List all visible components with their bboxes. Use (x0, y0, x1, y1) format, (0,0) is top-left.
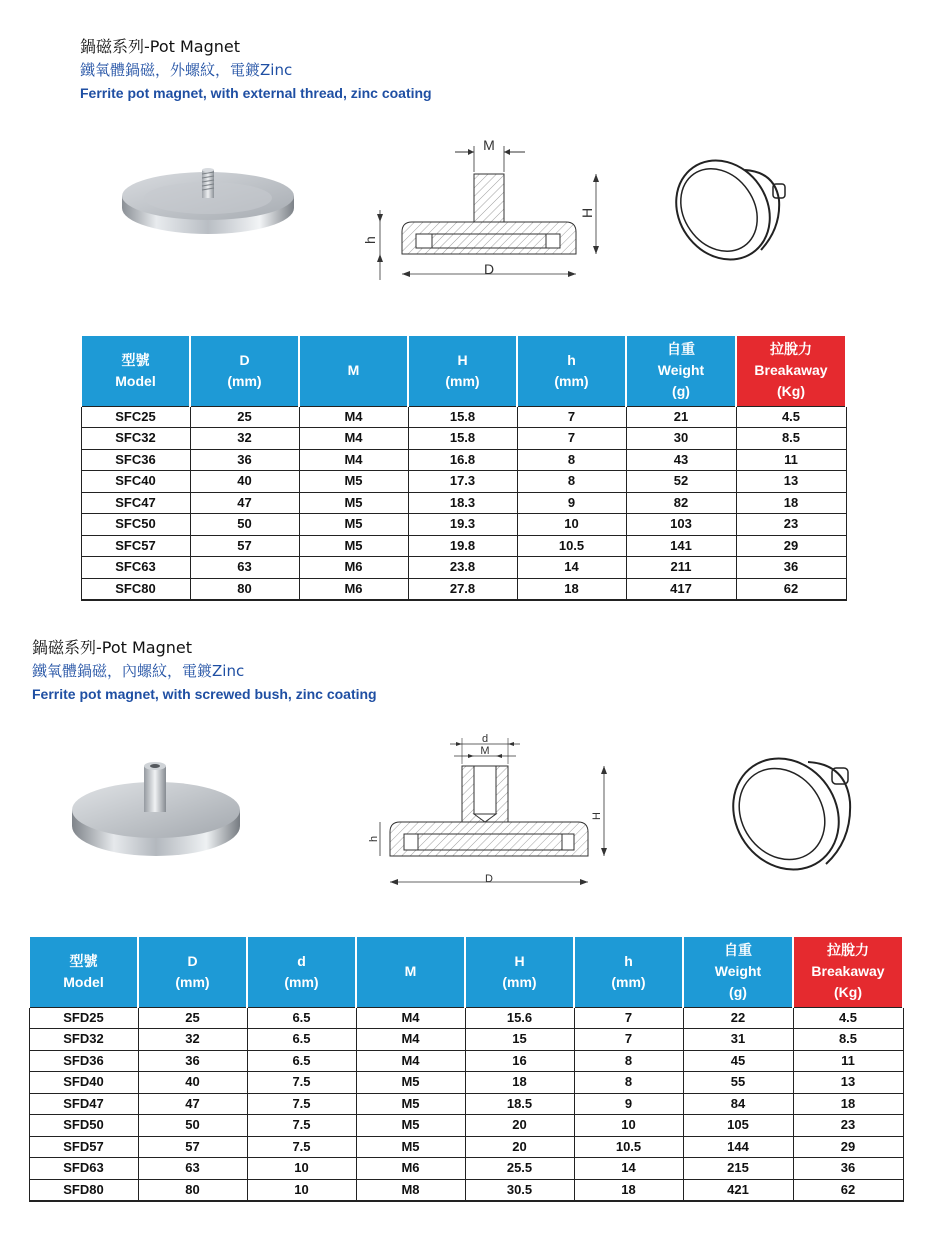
section1-line-sketch (665, 150, 795, 265)
header-text: (mm) (175, 973, 210, 990)
table-cell: 421 (683, 1179, 793, 1201)
table-cell: 23.8 (408, 557, 517, 579)
section1-label-d: D (483, 261, 495, 277)
table-cell: 18 (517, 578, 626, 600)
table-cell: 18 (574, 1179, 683, 1201)
table-cell: 15 (465, 1029, 574, 1051)
header-text: 自重 (667, 341, 695, 358)
table-cell: 141 (626, 535, 736, 557)
header-text: D (187, 952, 198, 969)
table-cell: 63 (190, 557, 299, 579)
table-cell: M5 (299, 471, 408, 493)
table-row (29, 1007, 903, 1029)
table-row (81, 406, 846, 428)
table-cell: M4 (299, 428, 408, 450)
table-cell: 57 (138, 1136, 247, 1158)
table-row (81, 557, 846, 579)
header-text: Breakaway (811, 963, 885, 980)
table-row (81, 428, 846, 450)
table-row (81, 471, 846, 493)
table-cell: 47 (190, 492, 299, 514)
table-cell: M5 (356, 1115, 465, 1137)
table-cell: 11 (736, 449, 846, 471)
table-cell: 18.5 (465, 1093, 574, 1115)
section2-line-sketch (722, 742, 862, 877)
table-cell: 15.8 (408, 428, 517, 450)
table-cell: 36 (793, 1158, 903, 1180)
table-header-row (29, 937, 903, 1007)
table-cell: SFC36 (81, 449, 190, 471)
table-cell: 4.5 (793, 1007, 903, 1029)
header-text: Model (63, 973, 104, 990)
header-text: M (404, 963, 417, 980)
table-cell: 25 (138, 1007, 247, 1029)
table-cell: 13 (793, 1072, 903, 1094)
table-cell: 6.5 (247, 1050, 356, 1072)
table-cell: 10.5 (574, 1136, 683, 1158)
table-cell: M5 (356, 1093, 465, 1115)
table-cell: 13 (736, 471, 846, 493)
header-text: M (347, 362, 360, 379)
table-cell: 22 (683, 1007, 793, 1029)
table-cell: 215 (683, 1158, 793, 1180)
table-cell: 15.6 (465, 1007, 574, 1029)
table-row (81, 492, 846, 514)
table-cell: 105 (683, 1115, 793, 1137)
header-h (408, 336, 517, 406)
table-cell: M5 (356, 1136, 465, 1158)
section1-label-h-big: H (579, 207, 595, 218)
table-cell: 20 (465, 1136, 574, 1158)
header-text: (mm) (227, 372, 262, 389)
table-cell: 57 (190, 535, 299, 557)
table-cell: 7 (574, 1007, 683, 1029)
table-cell: 50 (190, 514, 299, 536)
header-m (299, 336, 408, 406)
section1-product-photo (118, 160, 298, 240)
header-text: 型號 (69, 952, 98, 969)
table-cell: M4 (356, 1050, 465, 1072)
table-cell: 8.5 (793, 1029, 903, 1051)
table-row (29, 1158, 903, 1180)
header-text: D (239, 351, 250, 368)
table-cell: 7.5 (247, 1072, 356, 1094)
header-text: h (567, 351, 576, 368)
table-cell: 4.5 (736, 406, 846, 428)
header-h-small (574, 937, 683, 1007)
section1-title: 鍋磁系列-Pot Magnet (80, 37, 241, 56)
table-cell: SFC80 (81, 578, 190, 600)
table-cell: SFC63 (81, 557, 190, 579)
table-cell: 10 (574, 1115, 683, 1137)
table-cell: SFC32 (81, 428, 190, 450)
table-cell: 18 (736, 492, 846, 514)
table-cell: 103 (626, 514, 736, 536)
header-text: 型號 (121, 351, 150, 368)
table-cell: SFD36 (29, 1050, 138, 1072)
table-row (29, 1072, 903, 1094)
header-text: h (624, 952, 633, 969)
table-cell: 417 (626, 578, 736, 600)
table-cell: 8.5 (736, 428, 846, 450)
table-cell: M6 (356, 1158, 465, 1180)
table-row (29, 1136, 903, 1158)
section2-subtitle-cn: 鐵氧體鍋磁，內螺紋，電鍍Zinc (32, 662, 245, 680)
header-text: 自重 (724, 942, 752, 959)
table-cell: 25 (190, 406, 299, 428)
section1-label-h-small: h (362, 236, 378, 244)
table-cell: 29 (736, 535, 846, 557)
table-row (81, 449, 846, 471)
table-cell: 63 (138, 1158, 247, 1180)
section2-title: 鍋磁系列-Pot Magnet (32, 638, 193, 657)
section2-subtitle-en: Ferrite pot magnet, with screwed bush, zinc coating (32, 686, 377, 702)
table-cell: 62 (736, 578, 846, 600)
table-cell: 62 (793, 1179, 903, 1201)
section2-product-photo (68, 756, 244, 860)
header-model (29, 937, 138, 1007)
table-cell: SFD32 (29, 1029, 138, 1051)
header-h-small (517, 336, 626, 406)
table-row (81, 578, 846, 600)
header-text: (mm) (502, 973, 537, 990)
table-cell: 10 (247, 1179, 356, 1201)
table-cell: 9 (574, 1093, 683, 1115)
header-model (81, 336, 190, 406)
table-cell: 25.5 (465, 1158, 574, 1180)
table-row (29, 1115, 903, 1137)
table-cell: 7 (574, 1029, 683, 1051)
section1-spec-table (80, 336, 847, 601)
header-text: H (457, 351, 468, 368)
table-cell: 31 (683, 1029, 793, 1051)
table-cell: 36 (736, 557, 846, 579)
table-cell: 21 (626, 406, 736, 428)
table-cell: 8 (517, 449, 626, 471)
table-cell: 10 (517, 514, 626, 536)
table-cell: 16.8 (408, 449, 517, 471)
table-cell: 32 (190, 428, 299, 450)
header-text: (mm) (284, 973, 319, 990)
section2-label-dd: d (481, 733, 489, 745)
table-cell: 17.3 (408, 471, 517, 493)
section1-label-m: M (483, 137, 495, 153)
table-cell: 30.5 (465, 1179, 574, 1201)
table-header-row (81, 336, 846, 406)
table-cell: 11 (793, 1050, 903, 1072)
table-cell: SFC57 (81, 535, 190, 557)
header-weight (626, 336, 736, 406)
table-cell: 6.5 (247, 1007, 356, 1029)
section1-subtitle-cn: 鐵氧體鍋磁，外螺紋，電鍍Zinc (80, 61, 293, 79)
table-row (29, 1093, 903, 1115)
table-cell: 18.3 (408, 492, 517, 514)
section2-spec-table (28, 937, 904, 1202)
header-text: 拉脫力 (770, 341, 812, 358)
table-cell: SFD63 (29, 1158, 138, 1180)
table-row (29, 1029, 903, 1051)
table-cell: 8 (574, 1072, 683, 1094)
table-cell: 50 (138, 1115, 247, 1137)
table-cell: 80 (138, 1179, 247, 1201)
table-cell: M6 (299, 578, 408, 600)
table-cell: 144 (683, 1136, 793, 1158)
table-cell: 29 (793, 1136, 903, 1158)
table-cell: M4 (356, 1029, 465, 1051)
header-text: Breakaway (754, 362, 828, 379)
table-cell: SFD80 (29, 1179, 138, 1201)
table-cell: 8 (517, 471, 626, 493)
table-cell: 40 (138, 1072, 247, 1094)
table-row (81, 535, 846, 557)
table-cell: 10 (247, 1158, 356, 1180)
table-cell: 20 (465, 1115, 574, 1137)
table-cell: 80 (190, 578, 299, 600)
table-cell: 36 (190, 449, 299, 471)
header-text: (Kg) (834, 984, 862, 1001)
table-cell: 32 (138, 1029, 247, 1051)
header-text: (mm) (611, 973, 646, 990)
table-cell: 14 (574, 1158, 683, 1180)
table-cell: M5 (299, 535, 408, 557)
header-text: Weight (714, 963, 762, 980)
header-text: (g) (729, 984, 747, 1001)
header-h (465, 937, 574, 1007)
table-cell: 27.8 (408, 578, 517, 600)
table-row (29, 1050, 903, 1072)
table-cell: 7 (517, 428, 626, 450)
header-d (138, 937, 247, 1007)
table-cell: M4 (299, 406, 408, 428)
section2-label-h-big: H (591, 812, 603, 820)
table-cell: 23 (736, 514, 846, 536)
table-cell: M5 (356, 1072, 465, 1094)
section2-label-m: M (480, 745, 490, 757)
table-cell: 23 (793, 1115, 903, 1137)
table-cell: SFC50 (81, 514, 190, 536)
table-cell: 7.5 (247, 1093, 356, 1115)
header-text: Weight (657, 362, 705, 379)
header-text: (g) (672, 383, 690, 400)
header-text: (Kg) (777, 383, 805, 400)
table-cell: 9 (517, 492, 626, 514)
section2-label-d: D (485, 873, 493, 885)
table-cell: M4 (356, 1007, 465, 1029)
table-cell: 82 (626, 492, 736, 514)
table-cell: 18 (465, 1072, 574, 1094)
header-weight (683, 937, 793, 1007)
table-cell: SFD57 (29, 1136, 138, 1158)
header-breakaway (736, 336, 846, 406)
table-cell: 211 (626, 557, 736, 579)
table-row (29, 1179, 903, 1201)
table-cell: 15.8 (408, 406, 517, 428)
table-cell: 47 (138, 1093, 247, 1115)
table-cell: 36 (138, 1050, 247, 1072)
header-text: (mm) (445, 372, 480, 389)
table-cell: M5 (299, 492, 408, 514)
table-cell: 18 (793, 1093, 903, 1115)
table-cell: 30 (626, 428, 736, 450)
section2-label-h-small: h (368, 835, 380, 842)
table-cell: 43 (626, 449, 736, 471)
table-cell: 19.3 (408, 514, 517, 536)
header-d (190, 336, 299, 406)
header-d-small (247, 937, 356, 1007)
table-cell: 8 (574, 1050, 683, 1072)
table-cell: M8 (356, 1179, 465, 1201)
table-cell: 6.5 (247, 1029, 356, 1051)
table-cell: SFD25 (29, 1007, 138, 1029)
table-cell: 55 (683, 1072, 793, 1094)
table-cell: M6 (299, 557, 408, 579)
table-cell: SFC40 (81, 471, 190, 493)
table-cell: M5 (299, 514, 408, 536)
table-row (81, 514, 846, 536)
header-text: H (514, 952, 525, 969)
table-cell: SFC47 (81, 492, 190, 514)
header-breakaway (793, 937, 903, 1007)
table-cell: 7.5 (247, 1136, 356, 1158)
table-cell: 45 (683, 1050, 793, 1072)
header-text: (mm) (554, 372, 589, 389)
header-text: 拉脫力 (827, 942, 869, 959)
section1-dimension-drawing (360, 132, 600, 282)
table-cell: 52 (626, 471, 736, 493)
header-text: d (297, 952, 306, 969)
table-cell: M4 (299, 449, 408, 471)
section1-subtitle-en: Ferrite pot magnet, with external thread, zinc coating (80, 85, 432, 101)
table-cell: 19.8 (408, 535, 517, 557)
table-cell: 7 (517, 406, 626, 428)
table-cell: SFD40 (29, 1072, 138, 1094)
table-cell: 84 (683, 1093, 793, 1115)
table-cell: 40 (190, 471, 299, 493)
header-m (356, 937, 465, 1007)
section2-dimension-drawing (366, 730, 616, 890)
table-cell: 16 (465, 1050, 574, 1072)
table-cell: 10.5 (517, 535, 626, 557)
table-cell: 14 (517, 557, 626, 579)
header-text: Model (115, 372, 156, 389)
table-cell: 7.5 (247, 1115, 356, 1137)
table-cell: SFD50 (29, 1115, 138, 1137)
table-cell: SFD47 (29, 1093, 138, 1115)
table-cell: SFC25 (81, 406, 190, 428)
